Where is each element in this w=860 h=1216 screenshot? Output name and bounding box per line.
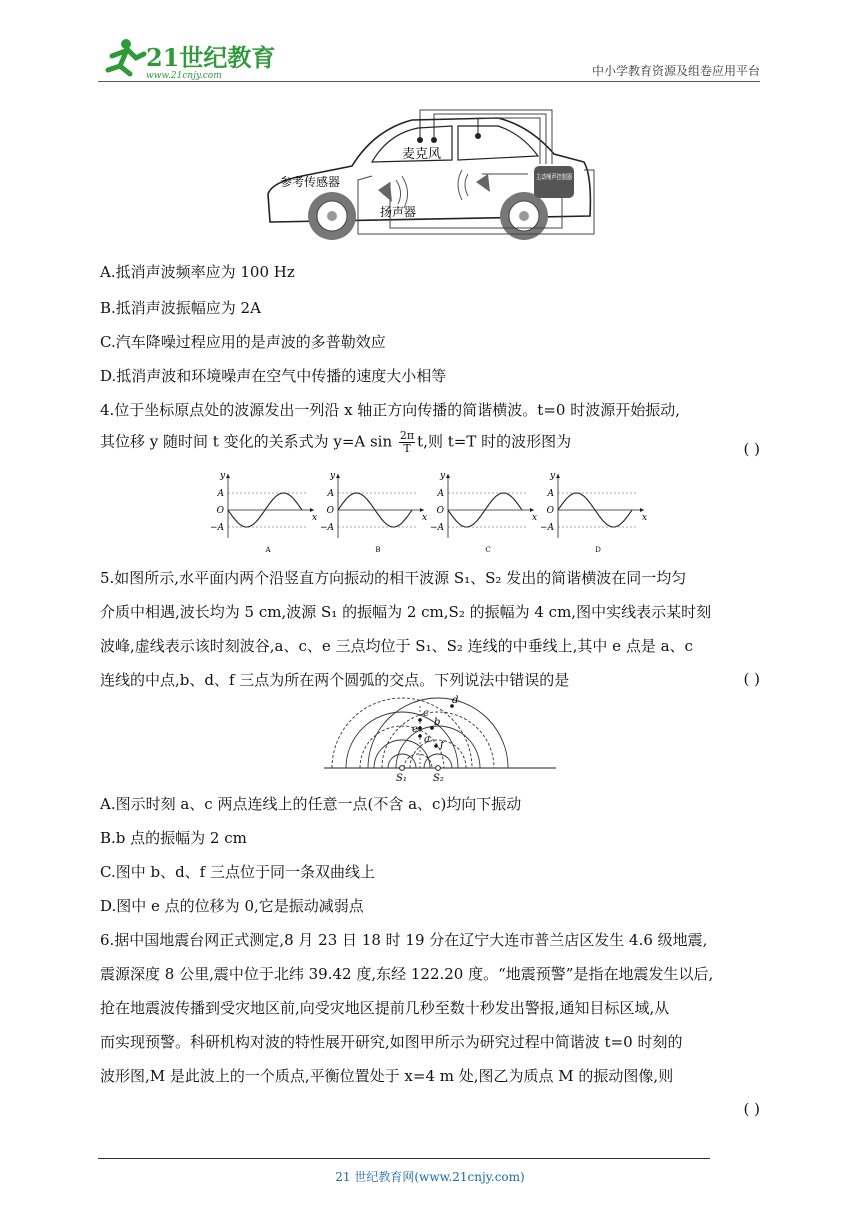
noise-controller-box bbox=[534, 166, 585, 198]
origin-label: O bbox=[436, 506, 444, 516]
q4-formula-tail: t,则 t=T 时的波形图为 bbox=[417, 432, 572, 451]
q4-stem-line1: 4.位于坐标原点处的波源发出一列沿 x 轴正方向传播的简谐横波。t=0 时波源开始振动, bbox=[100, 401, 680, 419]
q3-option-c: C.汽车降噪过程应用的是声波的多普勒效应 bbox=[100, 333, 386, 351]
x-arrow bbox=[310, 508, 314, 512]
x-arrow bbox=[640, 508, 644, 512]
mic-label: 麦克风 bbox=[402, 147, 442, 162]
footer-text: 21 世纪教育网(www.21cnjy.com) bbox=[335, 1170, 525, 1184]
q6-answer-paren: ( ) bbox=[743, 1100, 760, 1118]
q4-fraction bbox=[399, 430, 415, 455]
s2-label: S₂ bbox=[433, 773, 444, 784]
y-axis-label: y bbox=[330, 471, 336, 481]
y-arrow bbox=[336, 474, 340, 478]
q6-stem-line2: 震源深度 8 公里,震中位于北纬 39.42 度,东经 122.20 度。“地震预警”是指在地震发生以后, bbox=[100, 965, 714, 983]
q5-stem-line4: 连线的中点,b、d、f 三点为所在两个圆弧的交点。下列说法中错误的是 bbox=[100, 671, 570, 689]
microphone-icon bbox=[417, 118, 481, 143]
q4-wave-graphs bbox=[209, 468, 654, 562]
q5-option-d: D.图中 e 点的位移为 0,它是振动减弱点 bbox=[100, 897, 364, 915]
wheel-rear bbox=[500, 192, 548, 240]
point-e-label: e bbox=[412, 724, 418, 735]
q3-option-a: A.抵消声波频率应为 100 Hz bbox=[100, 263, 295, 281]
neg-amplitude-label: −A bbox=[209, 523, 224, 533]
car-noise-figure bbox=[262, 104, 602, 248]
origin-label: O bbox=[326, 506, 334, 516]
logo-text: 21世纪教育 bbox=[146, 43, 276, 72]
neg-amplitude-label: −A bbox=[319, 523, 334, 533]
q6-stem-line4: 而实现预警。科研机构对波的特性展开研究,如图甲所示为研究过程中简谐波 t=0 时刻的 bbox=[100, 1033, 683, 1051]
y-arrow bbox=[226, 474, 230, 478]
q4-formula-text: 其位移 y 随时间 t 变化的关系式为 y=A sin bbox=[100, 432, 397, 451]
amplitude-label: A bbox=[217, 489, 224, 499]
neg-amplitude-label: −A bbox=[429, 523, 444, 533]
q5-option-b: B.b 点的振幅为 2 cm bbox=[100, 829, 247, 847]
y-axis-label: y bbox=[440, 471, 446, 481]
site-logo bbox=[96, 36, 276, 82]
fraction-numerator: 2π bbox=[399, 429, 415, 442]
logo-url: www.21cnjy.com bbox=[146, 71, 222, 81]
q4-answer-paren: ( ) bbox=[743, 440, 760, 458]
y-axis-label: y bbox=[550, 471, 556, 481]
header-platform-text: 中小学教育资源及组卷应用平台 bbox=[591, 64, 760, 78]
q5-stem-line2: 介质中相遇,波长均为 5 cm,波源 S₁ 的振幅为 2 cm,S₂ 的振幅为 4 cm,图中实线表示某时刻 bbox=[100, 603, 712, 621]
q5-interference-figure bbox=[320, 692, 560, 788]
x-axis-label: x bbox=[532, 513, 538, 523]
amplitude-label: A bbox=[437, 489, 444, 499]
y-axis-label: y bbox=[220, 471, 226, 481]
q5-answer-paren: ( ) bbox=[743, 670, 760, 688]
amplitude-label: A bbox=[327, 489, 334, 499]
graph-label-d: D bbox=[595, 546, 601, 554]
wheel-front bbox=[308, 192, 356, 240]
point-d-label: d bbox=[452, 695, 459, 706]
amplitude-label: A bbox=[547, 489, 554, 499]
fraction-denominator: T bbox=[403, 442, 411, 455]
header-divider bbox=[98, 81, 760, 82]
car-windows bbox=[372, 126, 538, 162]
x-axis-label: x bbox=[422, 513, 428, 523]
point-c-label: c bbox=[423, 708, 429, 719]
x-arrow bbox=[530, 508, 534, 512]
speaker-front-icon bbox=[378, 176, 408, 208]
q5-option-c: C.图中 b、d、f 三点位于同一条双曲线上 bbox=[100, 863, 376, 881]
x-axis-label: x bbox=[642, 513, 648, 523]
point-b-label: b bbox=[434, 717, 441, 728]
q6-stem-line3: 抢在地震波传播到受灾地区前,向受灾地区提前几秒至数十秒发出警报,通知目标区域,从 bbox=[100, 999, 670, 1017]
graph-label-b: B bbox=[375, 546, 381, 554]
point-f-label: f bbox=[440, 740, 444, 751]
origin-label: O bbox=[546, 506, 554, 516]
q5-option-a: A.图示时刻 a、c 两点连线上的任意一点(不含 a、c)均向下振动 bbox=[100, 795, 522, 813]
q6-stem-line1: 6.据中国地震台网正式测定,8 月 23 日 18 时 19 分在辽宁大连市普兰店区发生 4.6 级地震, bbox=[100, 931, 708, 949]
y-arrow bbox=[556, 474, 560, 478]
x-arrow bbox=[420, 508, 424, 512]
controller-label: 主动噪声控制器 bbox=[536, 173, 585, 181]
s1-label: S₁ bbox=[396, 773, 407, 784]
q6-stem-line5: 波形图,M 是此波上的一个质点,平衡位置处于 x=4 m 处,图乙为质点 M 的振动图像,则 bbox=[100, 1067, 674, 1085]
q5-stem-line1: 5.如图所示,水平面内两个沿竖直方向振动的相干波源 S₁、S₂ 发出的简谐横波在同一均匀 bbox=[100, 569, 687, 587]
q3-option-b: B.抵消声波振幅应为 2A bbox=[100, 299, 261, 317]
speaker-label: 扬声器 bbox=[380, 205, 417, 219]
footer-divider bbox=[98, 1158, 710, 1159]
x-axis-label: x bbox=[312, 513, 318, 523]
graph-label-a: A bbox=[265, 546, 271, 554]
sensor-label: 参考传感器 bbox=[280, 175, 341, 189]
q5-stem-line3: 波峰,虚线表示该时刻波谷,a、c、e 三点均位于 S₁、S₂ 连线的中垂线上,其中 e 点是 a、c bbox=[100, 637, 693, 655]
q4-stem-line2 bbox=[100, 430, 571, 455]
y-arrow bbox=[446, 474, 450, 478]
neg-amplitude-label: −A bbox=[539, 523, 554, 533]
graph-label-c: C bbox=[485, 546, 491, 554]
point-a-label: a bbox=[424, 734, 430, 745]
origin-label: O bbox=[216, 506, 224, 516]
q3-option-d: D.抵消声波和环境噪声在空气中传播的速度大小相等 bbox=[100, 367, 447, 385]
runner-icon bbox=[108, 39, 144, 74]
